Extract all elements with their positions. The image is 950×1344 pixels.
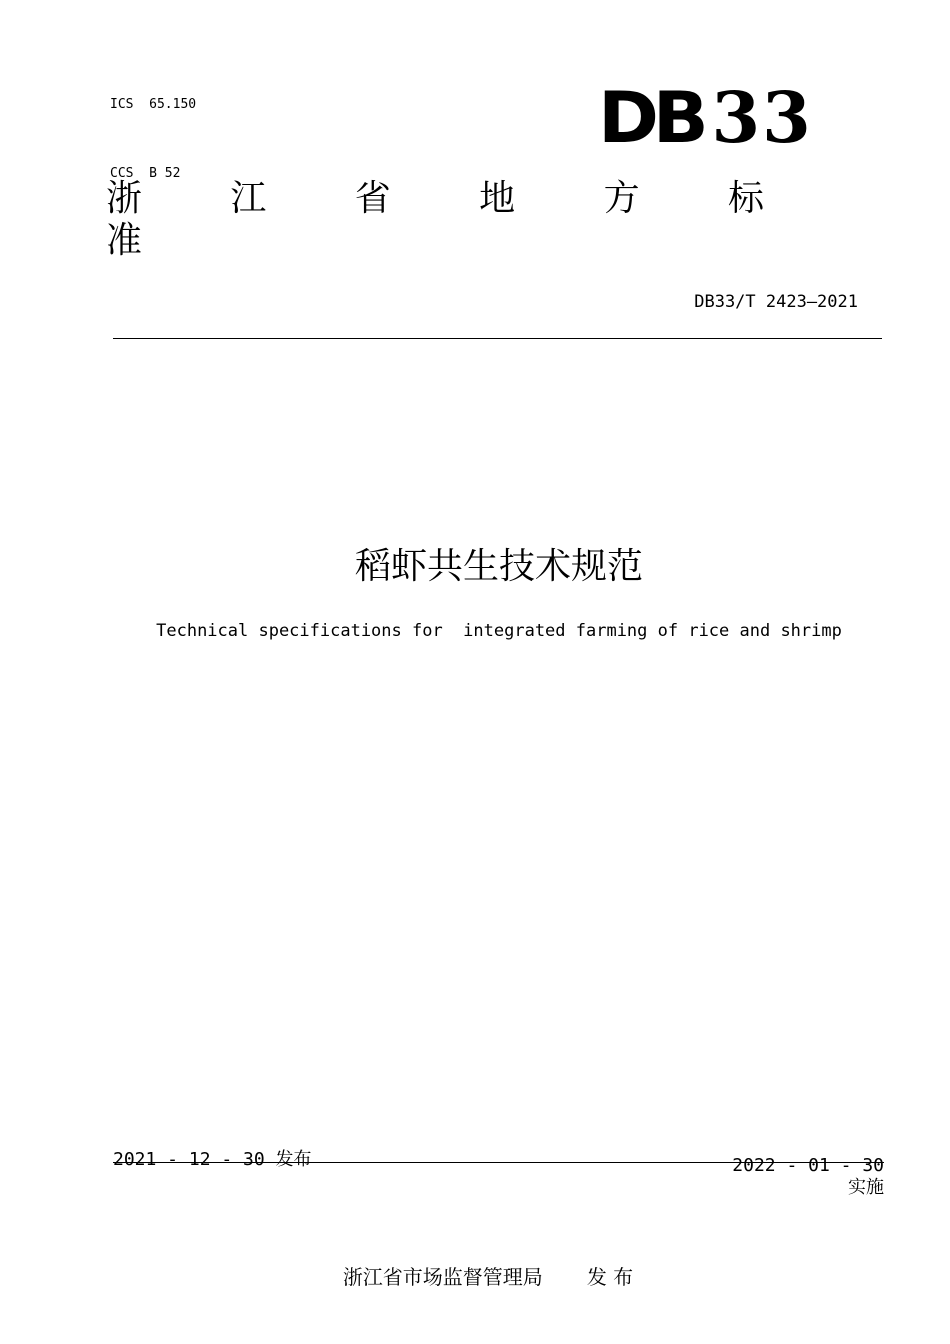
standard-type-char: 浙 <box>106 178 143 219</box>
standard-type-char: 标 <box>727 178 764 219</box>
standard-type-row <box>106 178 764 220</box>
implementation-label: 实施 <box>848 1177 884 1198</box>
implementation-date: 2022 - 01 - 30 <box>732 1155 884 1176</box>
logo-number: 33 <box>711 76 813 159</box>
publisher-name: 浙江省市场监督管理局 <box>342 1265 543 1289</box>
standard-type-char: 地 <box>479 178 516 219</box>
publisher-action: 发 布 <box>586 1265 634 1289</box>
issue-date: 2021 - 12 - 30 发布 <box>113 1149 312 1170</box>
publisher-line <box>0 1263 950 1291</box>
standard-type-char: 江 <box>230 178 267 219</box>
standard-type-char-last: 准 <box>106 220 143 261</box>
header-divider <box>113 338 882 339</box>
title-chinese: 稻虾共生技术规范 <box>354 546 643 587</box>
ics-code: ICS 65.150 <box>110 97 197 112</box>
standard-type-heading <box>106 178 786 262</box>
logo-letters: DB <box>598 77 703 159</box>
db33-logo <box>598 76 813 159</box>
ccs-code: CCS B 52 <box>110 166 181 181</box>
standard-type-char: 方 <box>603 178 640 219</box>
title-english: Technical specifications for integrated farming of rice and shrimp <box>156 621 842 641</box>
standard-number: DB33/T 2423—2021 <box>694 292 858 312</box>
implementation-date-block <box>732 1155 884 1199</box>
standard-type-char: 省 <box>354 178 391 219</box>
